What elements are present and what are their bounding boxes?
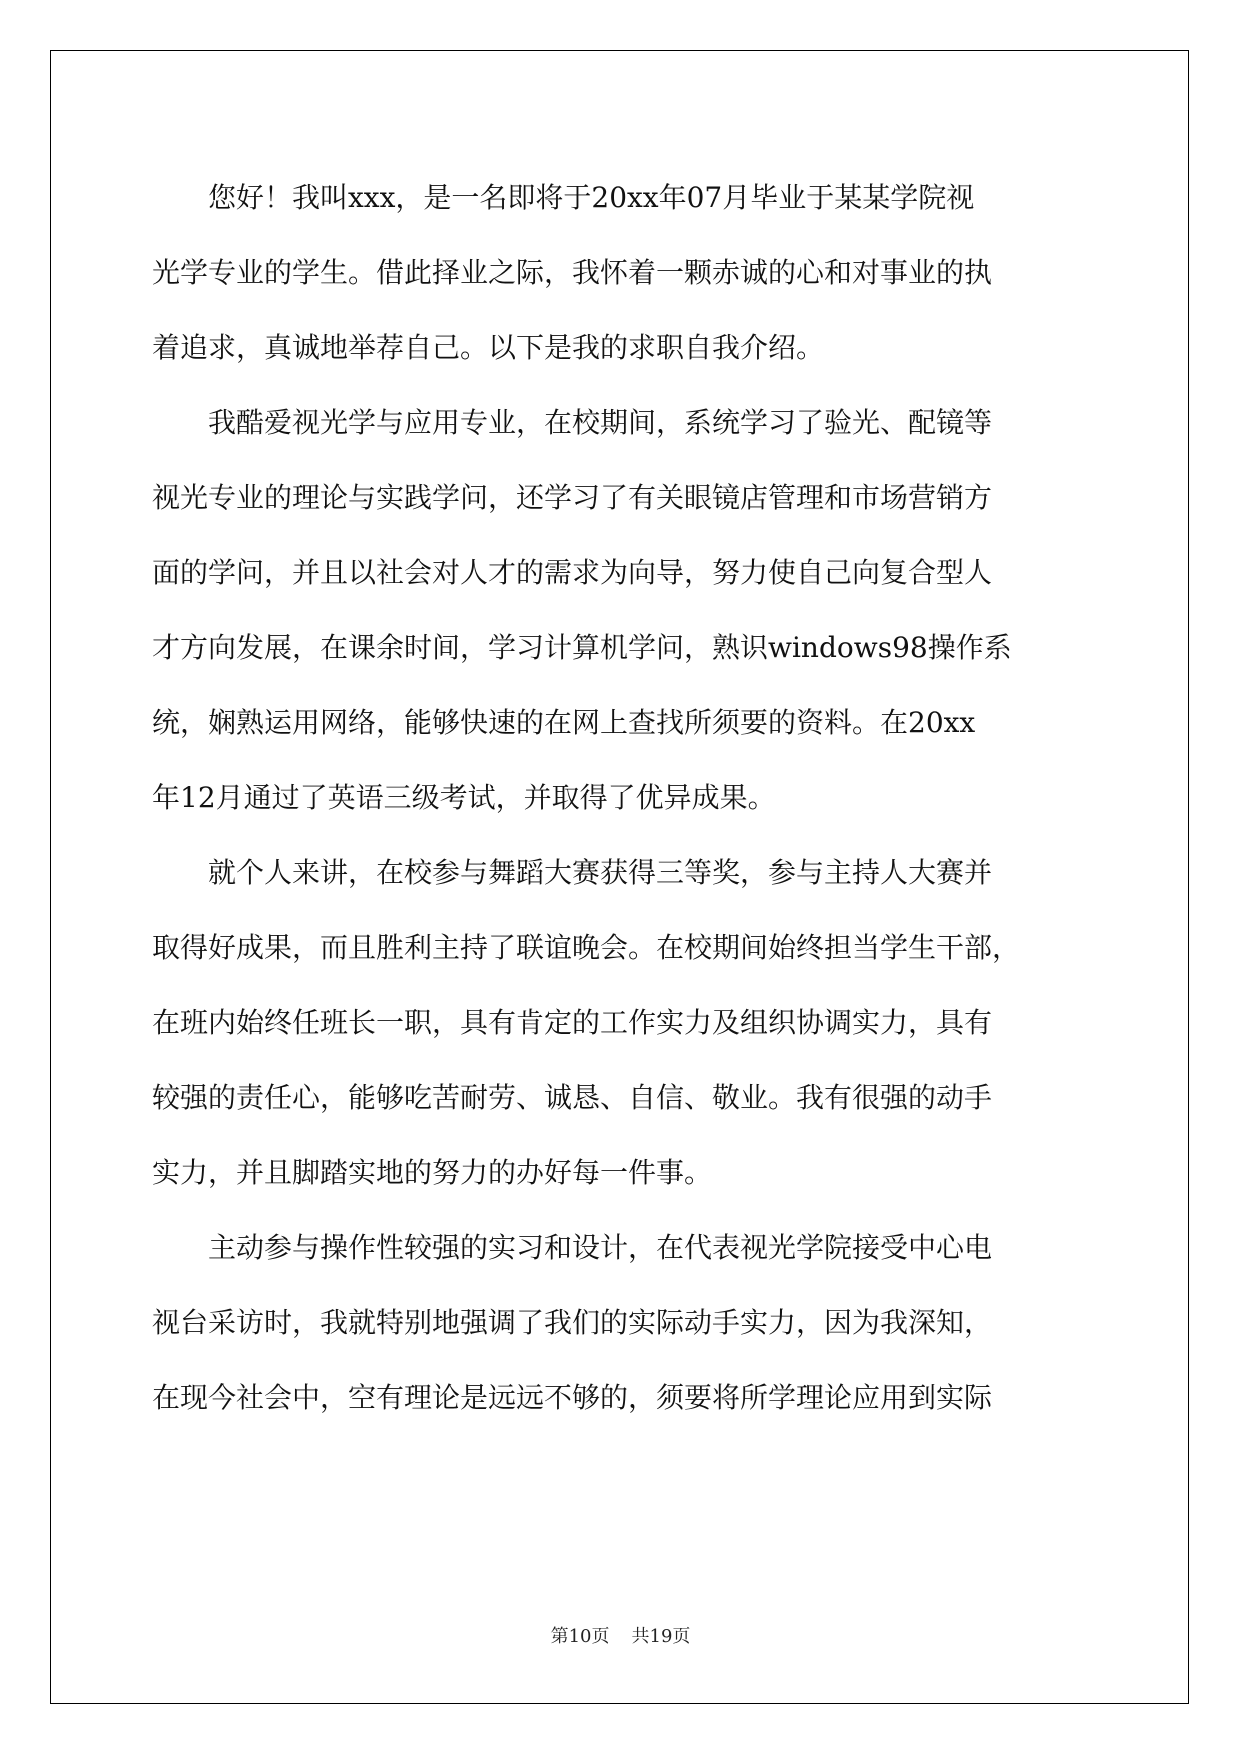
text-line: 就个人来讲，在校参与舞蹈大赛获得三等奖，参与主持人大赛并 xyxy=(152,856,993,889)
paragraph-1 xyxy=(152,160,1092,385)
paragraph-3 xyxy=(152,835,1092,1210)
text-line: 视台采访时，我就特别地强调了我们的实际动手实力，因为我深知， xyxy=(152,1306,993,1339)
document-body xyxy=(152,160,1092,1435)
paragraph-2 xyxy=(152,385,1092,835)
page-footer xyxy=(0,1622,1241,1648)
text-line: 较强的责任心，能够吃苦耐劳、诚恳、自信、敬业。我有很强的动手 xyxy=(152,1081,993,1114)
paragraph-4 xyxy=(152,1210,1092,1435)
text-line: 取得好成果，而且胜利主持了联谊晚会。在校期间始终担当学生干部， xyxy=(152,931,1021,964)
text-line: 面的学问，并且以社会对人才的需求为向导，努力使自己向复合型人 xyxy=(152,556,993,589)
text-line: 您好！我叫xxx，是一名即将于20xx年07月毕业于某某学院视 xyxy=(152,181,975,214)
text-line: 我酷爱视光学与应用专业，在校期间，系统学习了验光、配镜等 xyxy=(152,406,993,439)
text-line: 光学专业的学生。借此择业之际，我怀着一颗赤诚的心和对事业的执 xyxy=(152,256,993,289)
text-line: 在现今社会中，空有理论是远远不够的，须要将所学理论应用到实际 xyxy=(152,1381,993,1414)
text-line: 年12月通过了英语三级考试，并取得了优异成果。 xyxy=(152,781,776,814)
text-line: 才方向发展，在课余时间，学习计算机学问，熟识windows98操作系 xyxy=(152,631,1012,664)
text-line: 实力，并且脚踏实地的努力的办好每一件事。 xyxy=(152,1156,713,1189)
text-line: 主动参与操作性较强的实习和设计，在代表视光学院接受中心电 xyxy=(152,1231,993,1264)
text-line: 统，娴熟运用网络，能够快速的在网上查找所须要的资料。在20xx xyxy=(152,706,976,739)
text-line: 视光专业的理论与实践学问，还学习了有关眼镜店管理和市场营销方 xyxy=(152,481,993,514)
page-number: 第10页 xyxy=(550,1626,610,1647)
text-line: 在班内始终任班长一职，具有肯定的工作实力及组织协调实力，具有 xyxy=(152,1006,993,1039)
text-line: 着追求，真诚地举荐自己。以下是我的求职自我介绍。 xyxy=(152,331,825,364)
page-total: 共19页 xyxy=(631,1626,691,1647)
